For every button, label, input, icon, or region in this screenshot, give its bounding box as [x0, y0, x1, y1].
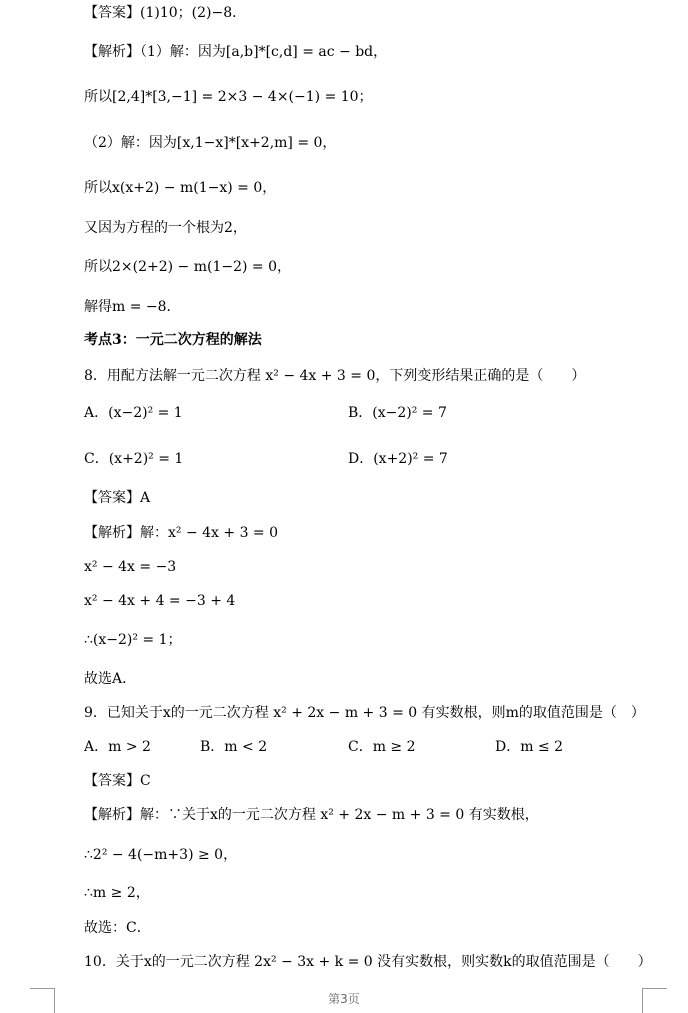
- answer-9: 【答案】C: [84, 773, 151, 789]
- option-9a: A．m > 2: [84, 739, 151, 755]
- analysis-line-5: 又因为方程的一个根为2，: [84, 220, 247, 236]
- answer-line-1: 【答案】(1)10；(2)−8．: [84, 5, 247, 21]
- solution-9-line-1: 【解析】解：∵关于x的一元二次方程 x² + 2x − m + 3 = 0 有实数根，: [84, 807, 539, 823]
- analysis-line-3: （2）解：因为[x,1−x]*[x+2,m] = 0，: [84, 135, 337, 151]
- solution-8-line-4: ∴(x−2)² = 1；: [84, 632, 182, 648]
- answer-8: 【答案】A: [84, 490, 151, 506]
- option-8d: D．(x+2)² = 7: [348, 451, 448, 467]
- solution-8-line-3: x² − 4x + 4 = −3 + 4: [84, 593, 236, 609]
- option-9c: C．m ≥ 2: [348, 739, 416, 755]
- option-9b: B．m < 2: [200, 739, 268, 755]
- option-8a: A．(x−2)² = 1: [84, 405, 183, 421]
- solution-8-line-1: 【解析】解：x² − 4x + 3 = 0: [84, 525, 279, 541]
- question-10: 10．关于x的一元二次方程 2x² − 3x + k = 0 没有实数根，则实数k的取值范围是（ ）: [84, 954, 652, 970]
- analysis-line-6: 所以2×(2+2) − m(1−2) = 0，: [84, 259, 292, 275]
- analysis-line-7: 解得m = −8．: [84, 299, 181, 315]
- option-8c: C．(x+2)² = 1: [84, 451, 184, 467]
- solution-9-line-2: ∴2² − 4(−m+3) ≥ 0，: [84, 847, 238, 863]
- section-heading: 考点3：一元二次方程的解法: [84, 332, 262, 348]
- option-8b: B．(x−2)² = 7: [348, 405, 447, 421]
- page-number: 第3页: [328, 992, 360, 1006]
- solution-8-line-2: x² − 4x = −3: [84, 559, 177, 575]
- solution-9-line-4: 故选：C．: [84, 920, 151, 936]
- analysis-line-2: 所以[2,4]*[3,−1] = 2×3 − 4×(−1) = 10；: [84, 89, 373, 105]
- solution-9-line-3: ∴m ≥ 2，: [84, 885, 150, 901]
- analysis-line-1: 【解析】（1）解：因为[a,b]*[c,d] = ac − bd，: [84, 44, 388, 60]
- question-9: 9．已知关于x的一元二次方程 x² + 2x − m + 3 = 0 有实数根，则m的取值范围是（ ）: [84, 705, 645, 721]
- question-8: 8．用配方法解一元二次方程 x² − 4x + 3 = 0，下列变形结果正确的是（ ）: [84, 368, 586, 384]
- solution-8-line-5: 故选A．: [84, 671, 137, 687]
- analysis-line-4: 所以x(x+2) − m(1−x) = 0，: [84, 180, 277, 196]
- option-9d: D．m ≤ 2: [495, 739, 564, 755]
